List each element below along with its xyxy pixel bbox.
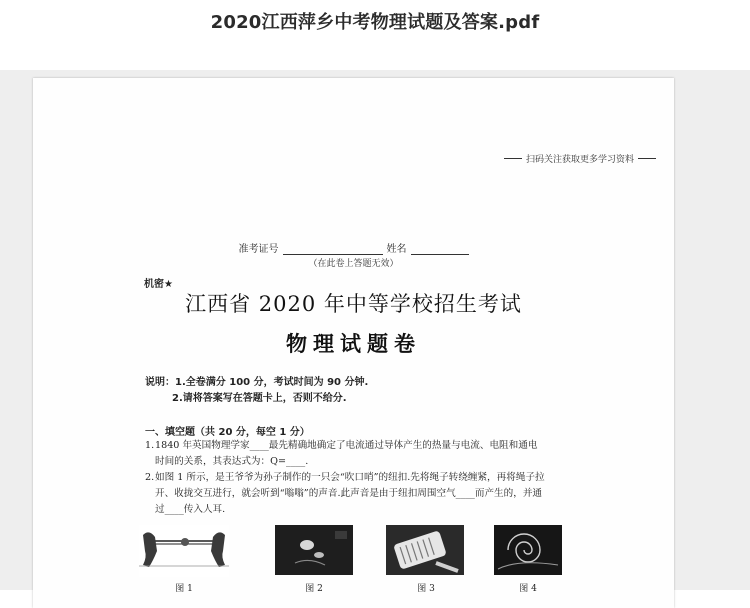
header-note-text: 扫码关注获取更多学习资料 [525,155,634,165]
question-text-line: 如图 1 所示，是王爷爷为孙子制作的一只会“吹口哨”的纽扣.先将绳子转绕缠紧，再将绳子拉 [155,472,545,483]
question-text-line: 1840 年英国物理学家____最先精确地确定了电流通过导体产生的热量与电流、电阻和通电 [155,440,538,451]
header-dash-left [504,158,522,159]
exam-number-label: 准考证号 [238,244,279,255]
instruction-line-1: 说明：1.全卷满分 100 分，考试时间为 90 分钟. [145,377,369,388]
dark-photo-image [275,525,353,575]
swirl-photo-image [494,525,562,575]
header-note [504,152,656,165]
figure-row [139,525,579,605]
candidate-info-line [33,240,674,255]
exam-title: 江西省 2020 年中等学校招生考试 [185,292,522,316]
figure-4 [494,525,562,594]
device-photo-image [386,525,464,575]
candidate-note: （在此卷上答题无效） [308,259,399,269]
figure-1 [139,525,229,594]
question-text-line: 开、收拢交互进行，就会听到“嗡嗡”的声音.此声音是由于纽扣周围空气____而产生的，并通 [155,488,543,499]
question-1 [145,438,563,470]
viewer-header [0,0,750,70]
figure-caption: 图 4 [519,584,537,594]
secret-mark: 机密★ [144,279,173,290]
question-2 [145,470,563,518]
button-whistle-image [139,525,229,577]
instruction-line-2: 2.请将答案写在答题卡上，否则不给分. [172,393,347,404]
paper-title: 物理试题卷 [286,331,421,356]
question-text-line: 时间的关系，其表达式为：Q=____. [155,456,309,467]
header-dash-right [638,158,656,159]
name-blank [411,244,469,255]
figure-3 [386,525,464,594]
question-number: 1. [145,440,155,451]
section-heading: 一、填空题（共 20 分，每空 1 分） [145,427,310,438]
instructions [145,375,368,407]
question-number: 2. [145,472,155,483]
figure-2 [275,525,353,594]
figure-caption: 图 2 [305,584,323,594]
figure-caption: 图 1 [175,584,193,594]
figure-caption: 图 3 [417,584,435,594]
exam-number-blank [283,244,383,255]
name-label: 姓名 [386,244,407,255]
question-text-line: 过____传入人耳. [155,504,226,515]
document-title: 2020江西萍乡中考物理试题及答案.pdf [210,12,540,33]
pdf-page [33,78,674,608]
